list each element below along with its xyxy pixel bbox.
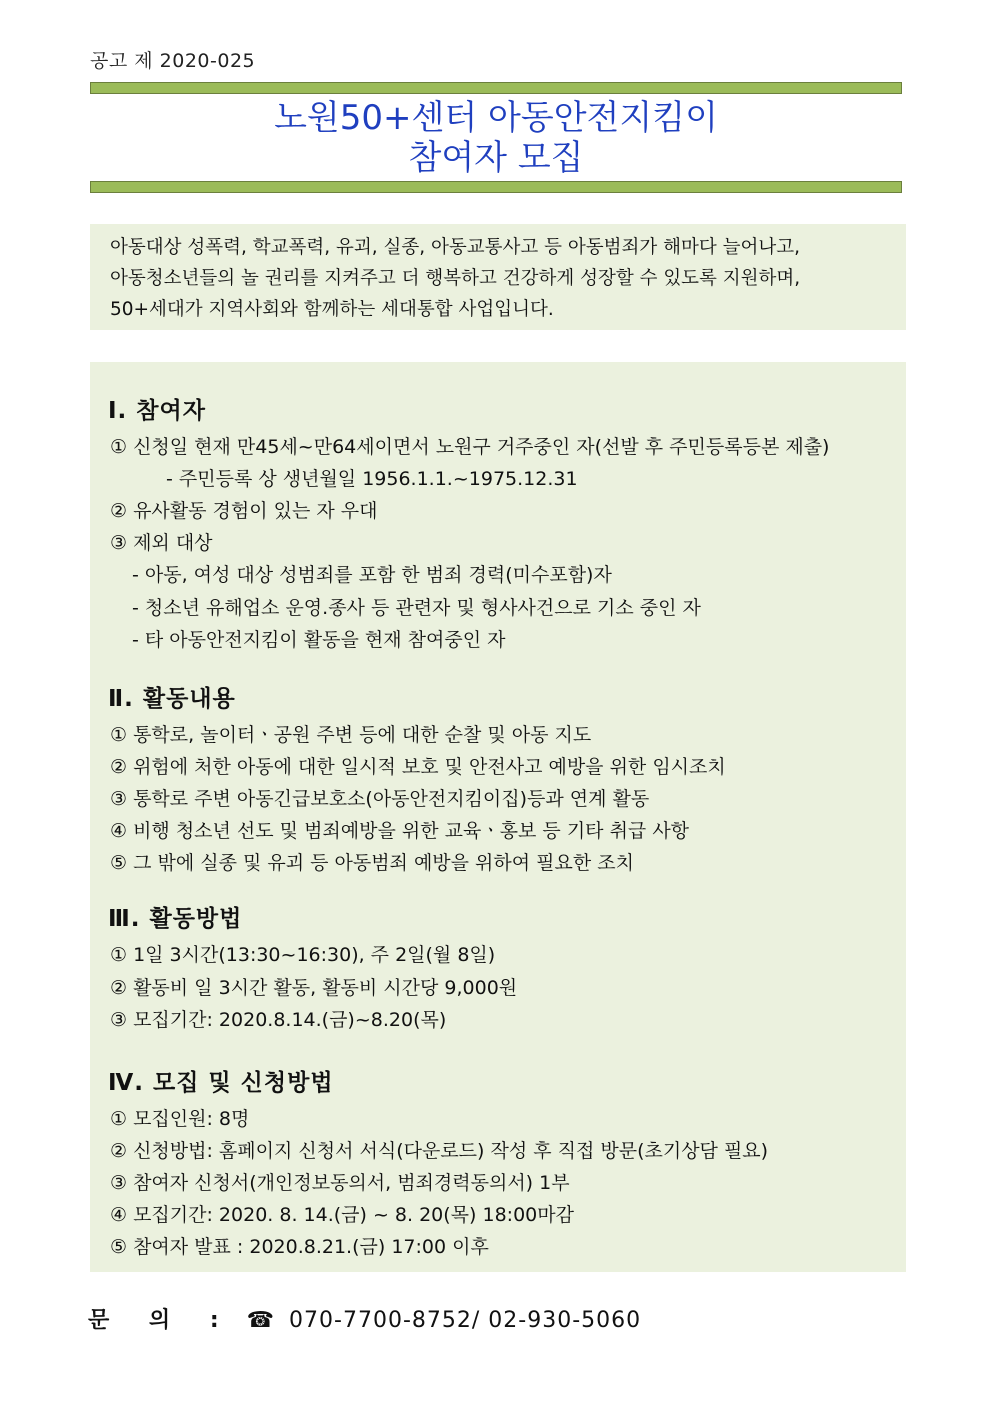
- list-item: ② 활동비 일 3시간 활동, 활동비 시간당 9,000원: [110, 977, 518, 999]
- list-item: ① 신청일 현재 만45세~만64세이면서 노원구 거주중인 자(선발 후 주민등록등본 제출): [110, 436, 830, 458]
- exclusion-item: - 아동, 여성 대상 성범죄를 포함 한 범죄 경력(미수포함)자: [132, 564, 612, 586]
- list-item: ① 통학로, 놀이터ㆍ공원 주변 등에 대한 순찰 및 아동 지도: [110, 724, 592, 746]
- list-item: ⑤ 참여자 발표 : 2020.8.21.(금) 17:00 이후: [110, 1236, 489, 1258]
- contact-label: 문 의 :: [88, 1308, 235, 1333]
- intro-box: [90, 224, 906, 330]
- intro-line: 50+세대가 지역사회와 함께하는 세대통합 사업입니다.: [110, 299, 554, 320]
- list-item: ④ 모집기간: 2020. 8. 14.(금) ~ 8. 20(목) 18:00마감: [110, 1204, 574, 1226]
- list-item: ② 신청방법: 홈페이지 신청서 서식(다운로드) 작성 후 직접 방문(초기상담 필요): [110, 1140, 769, 1162]
- list-item: ① 모집인원: 8명: [110, 1108, 250, 1130]
- section-heading-method: Ⅲ. 활동방법: [108, 906, 243, 932]
- phone-icon: ☎: [246, 1308, 276, 1333]
- exclusion-item: - 타 아동안전지킴이 활동을 현재 참여중인 자: [132, 629, 506, 651]
- title-top-bar: [90, 82, 902, 94]
- contact-line: [88, 1303, 641, 1334]
- exclusion-item: - 청소년 유해업소 운영.종사 등 관련자 및 형사사건으로 기소 중인 자: [132, 597, 701, 619]
- page-title: [90, 98, 902, 178]
- list-item: ③ 통학로 주변 아동긴급보호소(아동안전지킴이집)등과 연계 활동: [110, 788, 650, 810]
- notice-number: 공고 제 2020-025: [90, 50, 256, 72]
- intro-line: 아동청소년들의 놀 권리를 지켜주고 더 행복하고 건강하게 성장할 수 있도록 지원하며,: [110, 268, 801, 289]
- list-item: ③ 제외 대상: [110, 532, 213, 554]
- list-item: ⑤ 그 밖에 실종 및 유괴 등 아동범죄 예방을 위하여 필요한 조치: [110, 852, 634, 874]
- section-heading-application: Ⅳ. 모집 및 신청방법: [108, 1070, 334, 1096]
- list-item: ③ 참여자 신청서(개인정보동의서, 범죄경력동의서) 1부: [110, 1172, 570, 1194]
- list-item: ④ 비행 청소년 선도 및 범죄예방을 위한 교육ㆍ홍보 등 기타 취급 사항: [110, 820, 690, 842]
- title-line-1: 노원50+센터 아동안전지킴이: [274, 98, 718, 138]
- list-item: ① 1일 3시간(13:30~16:30), 주 2일(월 8일): [110, 944, 496, 966]
- contact-numbers: 070-7700-8752/ 02-930-5060: [289, 1308, 642, 1333]
- list-item: ② 위험에 처한 아동에 대한 일시적 보호 및 안전사고 예방을 위한 임시조치: [110, 756, 726, 778]
- section-heading-activities: Ⅱ. 활동내용: [108, 686, 236, 712]
- details-panel: [90, 362, 906, 1272]
- intro-line: 아동대상 성폭력, 학교폭력, 유괴, 실종, 아동교통사고 등 아동범죄가 해마다 늘어나고,: [110, 237, 800, 258]
- list-item-sub: - 주민등록 상 생년월일 1956.1.1.~1975.12.31: [166, 468, 578, 490]
- list-item: ② 유사활동 경험이 있는 자 우대: [110, 500, 378, 522]
- title-line-2: 참여자 모집: [408, 138, 584, 178]
- title-bottom-bar: [90, 181, 902, 193]
- list-item: ③ 모집기간: 2020.8.14.(금)~8.20(목): [110, 1009, 447, 1031]
- section-heading-participants: Ⅰ. 참여자: [108, 398, 206, 424]
